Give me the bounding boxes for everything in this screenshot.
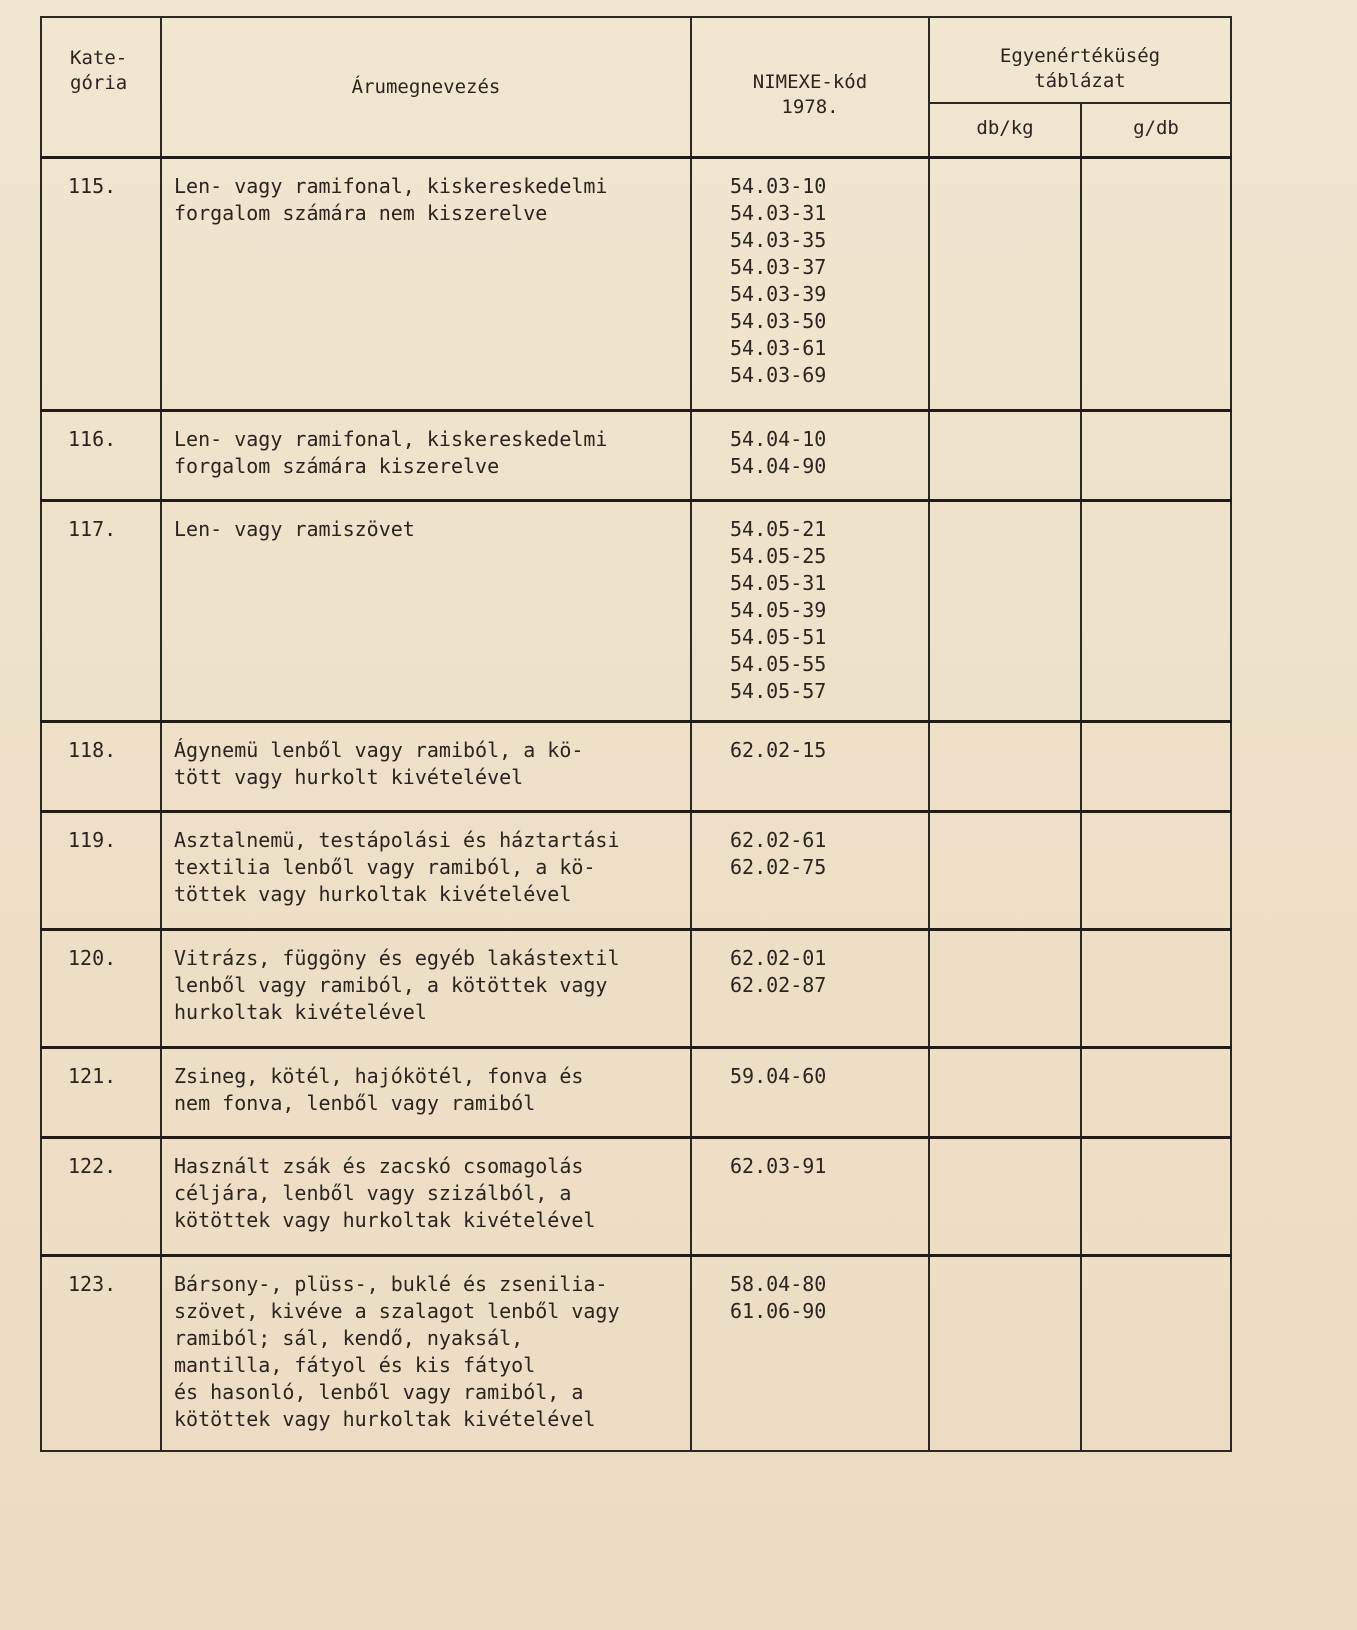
description-cell <box>161 1138 691 1256</box>
description-cell <box>161 411 691 501</box>
category-cell <box>41 722 161 812</box>
nimexe-code: 54.03-37 <box>730 255 827 279</box>
description-line: és hasonló, lenből vagy ramiból, a <box>174 1380 584 1404</box>
nimexe-code-cell <box>691 930 929 1048</box>
header-code <box>691 17 929 158</box>
description-cell <box>161 1256 691 1451</box>
db-kg-cell <box>929 158 1081 411</box>
nimexe-code: 62.02-01 <box>730 946 827 970</box>
description-cell <box>161 1048 691 1138</box>
category-number: 123. <box>68 1272 117 1296</box>
category-cell <box>41 1138 161 1256</box>
description-line: tött vagy hurkolt kivételével <box>174 765 524 789</box>
category-number: 117. <box>68 517 117 541</box>
g-db-cell <box>1081 411 1231 501</box>
description-line: Len- vagy ramiszövet <box>174 517 415 541</box>
nimexe-code: 61.06-90 <box>730 1299 827 1323</box>
nimexe-code: 54.04-90 <box>730 454 827 478</box>
table-row <box>41 1138 1231 1256</box>
nimexe-code: 54.03-69 <box>730 363 827 387</box>
table-row <box>41 501 1231 722</box>
g-db-cell <box>1081 1256 1231 1451</box>
description-line: Len- vagy ramifonal, kiskereskedelmi <box>174 174 608 198</box>
category-cell <box>41 158 161 411</box>
table-row <box>41 158 1231 411</box>
description-line: Bársony-, plüss-, buklé és zsenilia- <box>174 1272 608 1296</box>
db-kg-cell <box>929 411 1081 501</box>
db-kg-cell <box>929 812 1081 930</box>
nimexe-code: 54.03-61 <box>730 336 827 360</box>
description-line: Asztalnemü, testápolási és háztartási <box>174 828 620 852</box>
description-cell <box>161 722 691 812</box>
db-kg-cell <box>929 1256 1081 1451</box>
header-category-label: Kate- gória <box>70 47 128 94</box>
description-line: céljára, lenből vagy szizálból, a <box>174 1181 572 1205</box>
nimexe-code: 62.03-91 <box>730 1154 827 1178</box>
table-body <box>41 158 1231 1451</box>
description-line: Ágynemü lenből vagy ramiból, a kö- <box>174 738 584 762</box>
g-db-cell <box>1081 930 1231 1048</box>
nimexe-code-cell <box>691 411 929 501</box>
nimexe-code-cell <box>691 158 929 411</box>
description-line: Len- vagy ramifonal, kiskereskedelmi <box>174 427 608 451</box>
nimexe-code: 54.03-35 <box>730 228 827 252</box>
category-cell <box>41 1256 161 1451</box>
description-cell <box>161 501 691 722</box>
nimexe-code: 59.04-60 <box>730 1064 827 1088</box>
category-number: 121. <box>68 1064 117 1088</box>
db-kg-cell <box>929 1048 1081 1138</box>
nimexe-code-cell <box>691 1256 929 1451</box>
description-line: kötöttek vagy hurkoltak kivételével <box>174 1208 596 1232</box>
table-row <box>41 812 1231 930</box>
table-row <box>41 722 1231 812</box>
db-kg-cell <box>929 930 1081 1048</box>
category-cell <box>41 1048 161 1138</box>
nimexe-code: 54.05-31 <box>730 571 827 595</box>
description-cell <box>161 812 691 930</box>
category-cell <box>41 812 161 930</box>
category-number: 122. <box>68 1154 117 1178</box>
description-line: forgalom számára kiszerelve <box>174 454 500 478</box>
category-cell <box>41 411 161 501</box>
header-unit-g-db <box>1081 103 1231 158</box>
category-number: 120. <box>68 946 117 970</box>
g-db-cell <box>1081 501 1231 722</box>
g-db-cell <box>1081 1048 1231 1138</box>
nimexe-code: 54.05-51 <box>730 625 827 649</box>
g-db-cell <box>1081 1138 1231 1256</box>
nimexe-code: 54.03-39 <box>730 282 827 306</box>
db-kg-cell <box>929 501 1081 722</box>
header-equivalence-label: Egyenértéküség táblázat <box>999 45 1161 92</box>
description-line: ramiból; sál, kendő, nyaksál, <box>174 1326 524 1350</box>
table-row <box>41 1256 1231 1451</box>
description-line: Vitrázs, függöny és egyéb lakástextil <box>174 946 620 970</box>
nimexe-code: 54.05-25 <box>730 544 827 568</box>
nimexe-code: 54.05-57 <box>730 679 827 703</box>
table-row <box>41 411 1231 501</box>
description-line: forgalom számára nem kiszerelve <box>174 201 548 225</box>
description-line: textilia lenből vagy ramiból, a kö- <box>174 855 596 879</box>
nimexe-code: 54.03-31 <box>730 201 827 225</box>
header-name-label: Árumegnevezés <box>351 75 501 98</box>
nimexe-code-cell <box>691 501 929 722</box>
category-table <box>40 16 1232 1452</box>
nimexe-code: 54.03-50 <box>730 309 827 333</box>
description-line: kötöttek vagy hurkoltak kivételével <box>174 1407 596 1431</box>
header-unit-db-kg-label: db/kg <box>976 117 1034 139</box>
g-db-cell <box>1081 812 1231 930</box>
nimexe-code: 62.02-15 <box>730 738 827 762</box>
description-line: töttek vagy hurkoltak kivételével <box>174 882 572 906</box>
nimexe-code: 54.05-39 <box>730 598 827 622</box>
header-unit-g-db-label: g/db <box>1133 117 1179 139</box>
nimexe-code-cell <box>691 1048 929 1138</box>
category-number: 115. <box>68 174 117 198</box>
header-name <box>161 17 691 158</box>
nimexe-code-cell <box>691 1138 929 1256</box>
description-line: Zsineg, kötél, hajókötél, fonva és <box>174 1064 584 1088</box>
description-line: szövet, kivéve a szalagot lenből vagy <box>174 1299 620 1323</box>
nimexe-code: 54.04-10 <box>730 427 827 451</box>
g-db-cell <box>1081 158 1231 411</box>
header-category <box>41 17 161 158</box>
category-number: 119. <box>68 828 117 852</box>
nimexe-code: 62.02-87 <box>730 973 827 997</box>
nimexe-code: 62.02-75 <box>730 855 827 879</box>
description-cell <box>161 158 691 411</box>
description-line: lenből vagy ramiból, a kötöttek vagy <box>174 973 608 997</box>
db-kg-cell <box>929 722 1081 812</box>
nimexe-code-cell <box>691 812 929 930</box>
nimexe-code: 58.04-80 <box>730 1272 827 1296</box>
description-line: hurkoltak kivételével <box>174 1000 427 1024</box>
description-line: nem fonva, lenből vagy ramiból <box>174 1091 536 1115</box>
header-unit-db-kg <box>929 103 1081 158</box>
table-row <box>41 1048 1231 1138</box>
category-number: 118. <box>68 738 117 762</box>
db-kg-cell <box>929 1138 1081 1256</box>
nimexe-code-cell <box>691 722 929 812</box>
nimexe-code: 62.02-61 <box>730 828 827 852</box>
description-line: Használt zsák és zacskó csomagolás <box>174 1154 584 1178</box>
g-db-cell <box>1081 722 1231 812</box>
nimexe-code: 54.05-55 <box>730 652 827 676</box>
nimexe-code: 54.05-21 <box>730 517 827 541</box>
category-cell <box>41 501 161 722</box>
description-cell <box>161 930 691 1048</box>
header-code-label: NIMEXE-kód 1978. <box>752 71 868 118</box>
header-equivalence <box>929 17 1231 103</box>
category-number: 116. <box>68 427 117 451</box>
nimexe-code: 54.03-10 <box>730 174 827 198</box>
category-cell <box>41 930 161 1048</box>
table-row <box>41 930 1231 1048</box>
description-line: mantilla, fátyol és kis fátyol <box>174 1353 536 1377</box>
